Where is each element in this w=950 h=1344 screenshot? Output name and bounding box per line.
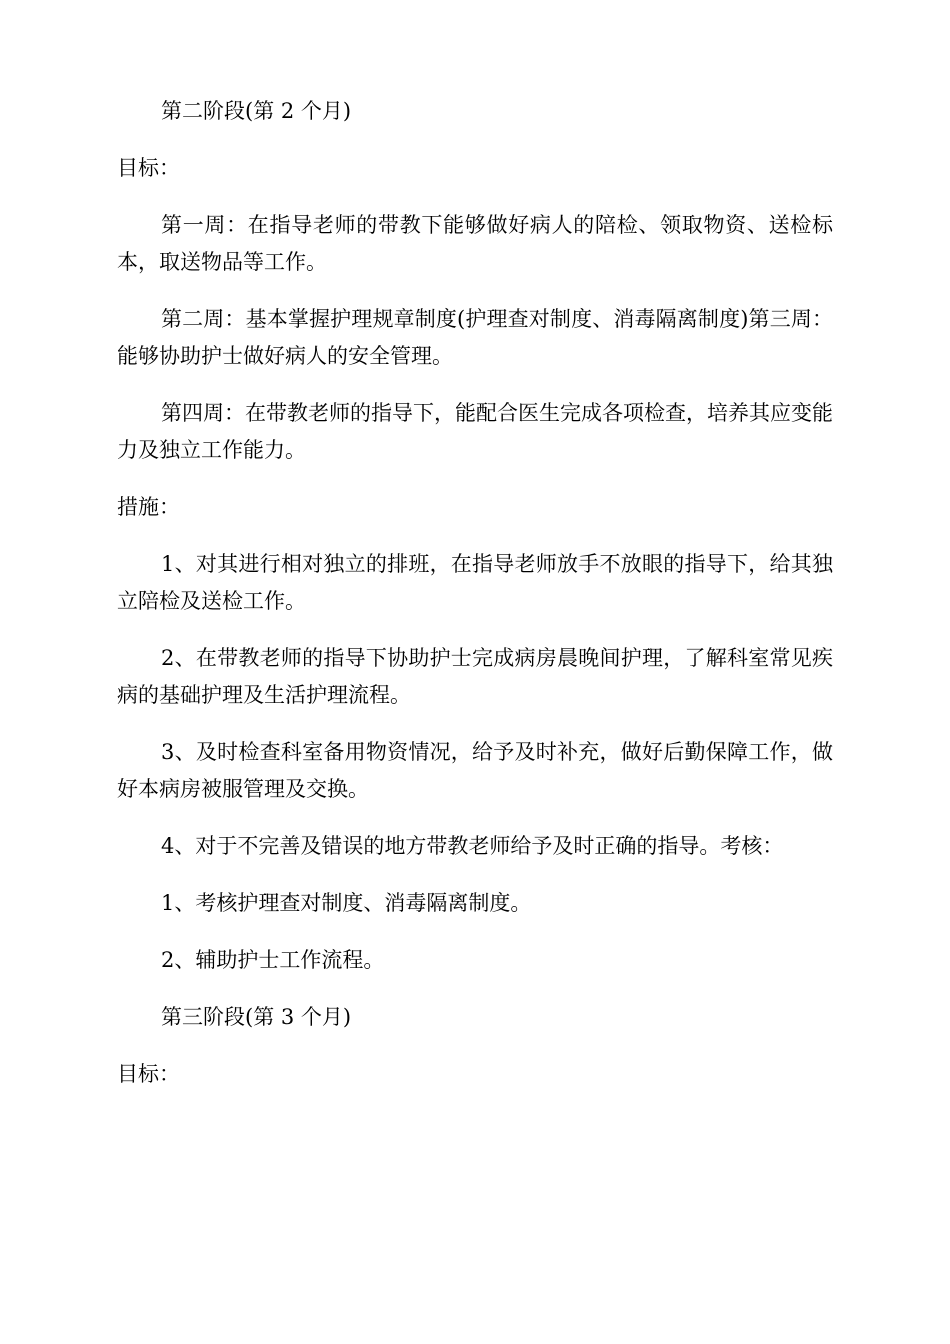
measure-4-paragraph: 4、对于不完善及错误的地方带教老师给予及时正确的指导。考核： bbox=[161, 834, 784, 858]
measure-2-paragraph: 2、在带教老师的指导下协助护士完成病房晨晚间护理，了解科室常见疾病的基础护理及生活护理流程。 bbox=[117, 646, 833, 707]
section-heading-stage-3: 第三阶段(第 3 个月) bbox=[161, 1005, 352, 1029]
section-heading-stage-2: 第二阶段(第 2 个月) bbox=[161, 99, 352, 123]
week-4-paragraph: 第四周：在带教老师的指导下，能配合医生完成各项检查，培养其应变能力及独立工作能力。 bbox=[117, 401, 833, 462]
assessment-2-paragraph: 2、辅助护士工作流程。 bbox=[161, 948, 385, 972]
document-page bbox=[117, 93, 833, 1113]
assessment-1-paragraph: 1、考核护理查对制度、消毒隔离制度。 bbox=[161, 891, 532, 915]
measure-3-paragraph: 3、及时检查科室备用物资情况，给予及时补充，做好后勤保障工作，做好本病房被服管理及交换。 bbox=[117, 740, 833, 801]
goals-label-stage-3: 目标： bbox=[117, 1062, 180, 1086]
goals-label: 目标： bbox=[117, 156, 180, 180]
week-2-3-paragraph: 第二周：基本掌握护理规章制度(护理查对制度、消毒隔离制度)第三周：能够协助护士做好病人的安全管理。 bbox=[117, 307, 833, 368]
week-1-paragraph: 第一周：在指导老师的带教下能够做好病人的陪检、领取物资、送检标本，取送物品等工作。 bbox=[117, 213, 833, 274]
measures-label: 措施： bbox=[117, 495, 180, 519]
measure-1-paragraph: 1、对其进行相对独立的排班，在指导老师放手不放眼的指导下，给其独立陪检及送检工作。 bbox=[117, 552, 833, 613]
